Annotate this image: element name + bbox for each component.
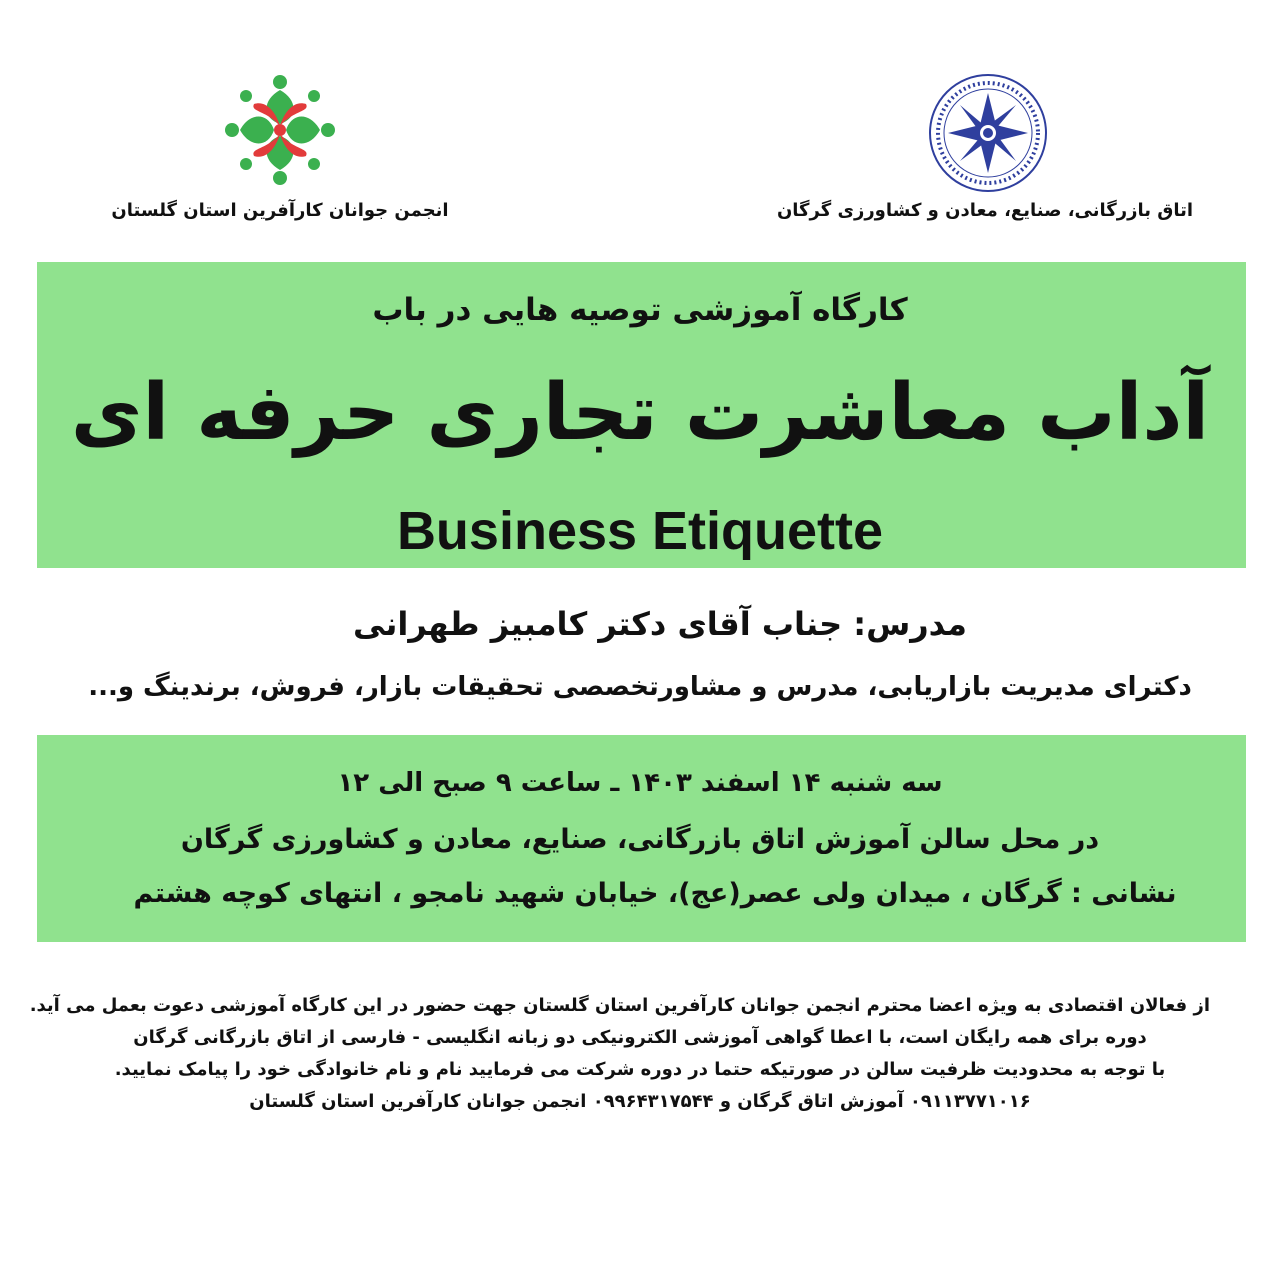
- notes-block: [29, 990, 1210, 1118]
- flower-emblem-icon: [215, 70, 345, 190]
- instructor-name: مدرس: جناب آقای دکتر کامبیز طهرانی: [353, 605, 967, 643]
- event-datetime: سه شنبه ۱۴ اسفند ۱۴۰۳ ـ ساعت ۹ صبح الی ۱۲: [337, 768, 943, 798]
- instructor-bio: دکترای مدیریت بازاریابی، مدرس و مشاورتخصصی تحقیقات بازار، فروش، برندینگ و...: [88, 672, 1192, 702]
- org-name-left: انجمن جوانان کارآفرین استان گلستان: [111, 200, 449, 221]
- event-venue: در محل سالن آموزش اتاق بازرگانی، صنایع، معادن و کشاورزی گرگان: [180, 824, 1100, 855]
- workshop-title: آداب معاشرت تجاری حرفه ای: [70, 368, 1210, 458]
- note-capacity: با توجه به محدودیت ظرفیت سالن در صورتیکه حتما در دوره شرکت می فرمایید نام و نام خانوادگی خود را پیامک نمایید.: [114, 1059, 1166, 1080]
- org-name-right: اتاق بازرگانی، صنایع، معادن و کشاورزی گرگان: [776, 200, 1194, 221]
- note-invitation: از فعالان اقتصادی به ویژه اعضا محترم انجمن جوانان کارآفرین استان گلستان جهت حضور در این کارگاه آموزشی دعوت بعمل می آید.: [29, 995, 1210, 1016]
- note-free-certificate: دوره برای همه رایگان است، با اعطا گواهی آموزشی الکترونیکی دو زبانه انگلیسی - فارسی از اتاق بازرگانی گرگان: [133, 1027, 1147, 1048]
- event-address: نشانی : گرگان ، میدان ولی عصر(عج)، خیابان شهید نامجو ، انتهای کوچه هشتم: [133, 878, 1177, 909]
- workshop-title-english: Business Etiquette: [396, 501, 884, 561]
- chamber-of-commerce-seal-icon: [918, 68, 1058, 198]
- workshop-subtitle: کارگاه آموزشی توصیه هایی در باب: [372, 292, 908, 328]
- note-contact: ۰۹۱۱۳۷۷۱۰۱۶ آموزش اتاق گرگان و ۰۹۹۶۴۳۱۷۵۴۴ انجمن جوانان کارآفرین استان گلستان: [249, 1091, 1031, 1112]
